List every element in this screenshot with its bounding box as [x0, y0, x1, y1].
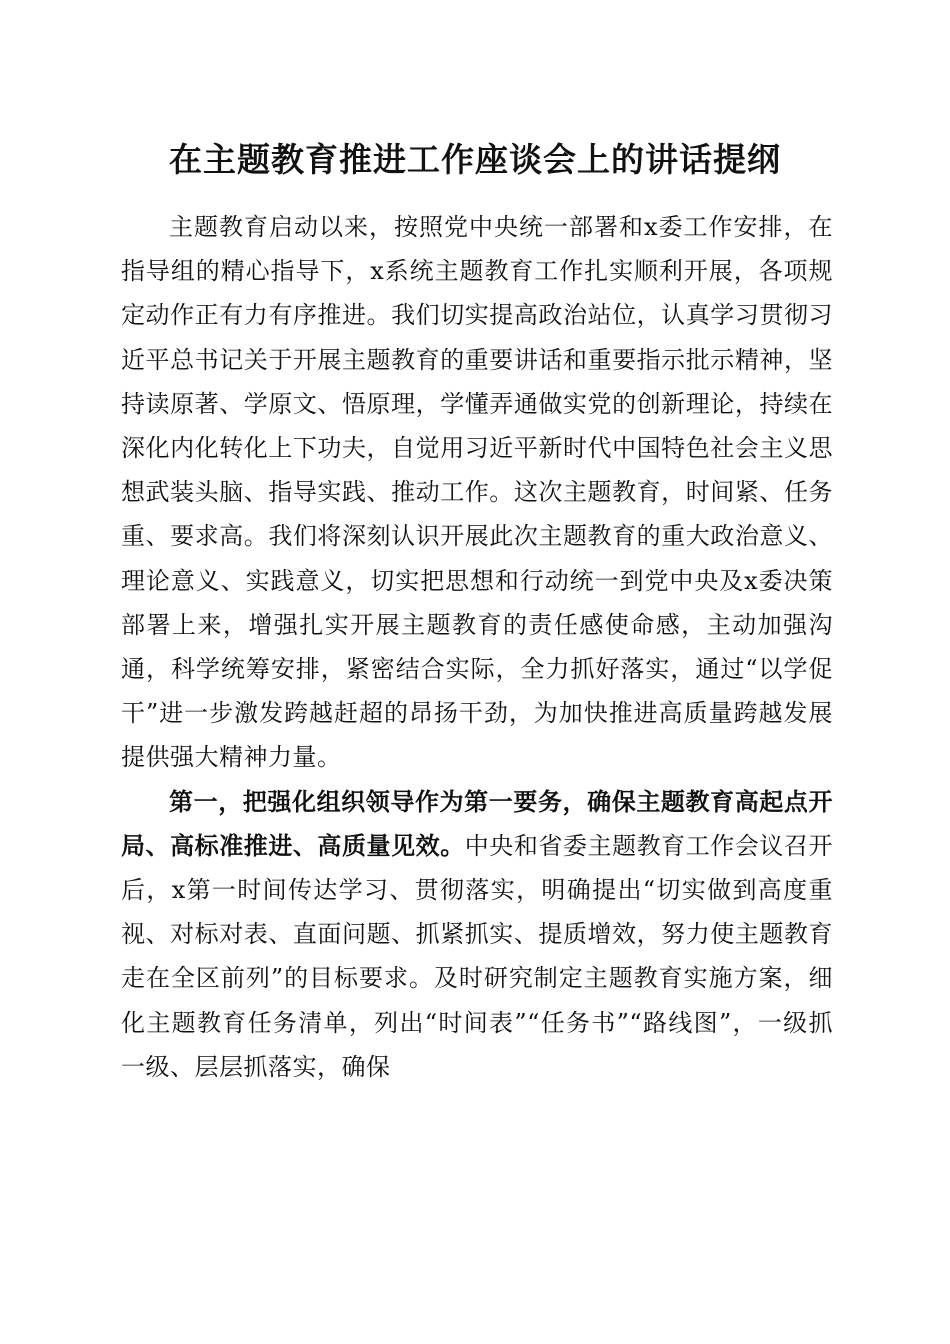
paragraph-first-point-text: 中央和省委主题教育工作会议召开后，x第一时间传达学习、贯彻落实，明确提出“切实做到高度重视、对标对表、直面问题、抓紧抓实、提质增效，努力使主题教育走在全区前列”的目标要求。及时研究制定主题教育实施方案，细化主题教育任务清单，列出“时间表”“任务书”“路线图”，一级抓一级、层层抓落实，确保	[121, 831, 833, 1081]
paragraph-intro	[121, 205, 833, 780]
paragraph-first-point	[121, 780, 833, 1089]
paragraph-intro-text: 主题教育启动以来，按照党中央统一部署和x委工作安排，在指导组的精心指导下，x系统主题教育工作扎实顺利开展，各项规定动作正有力有序推进。我们切实提高政治站位，认真学习贯彻习近平总书记关于开展主题教育的重要讲话和重要指示批示精神，坚持读原著、学原文、悟原理，学懂弄通做实党的创新理论，持续在深化内化转化上下功夫，自觉用习近平新时代中国特色社会主义思想武装头脑、指导实践、推动工作。这次主题教育，时间紧、任务重、要求高。我们将深刻认识开展此次主题教育的重大政治意义、理论意义、实践意义，切实把思想和行动统一到党中央及x委决策部署上来，增强扎实开展主题教育的责任感使命感，主动加强沟通，科学统筹安排，紧密结合实际，全力抓好落实，通过“以学促干”进一步激发跨越赶超的昂扬干劲，为加快推进高质量跨越发展提供强大精神力量。	[121, 213, 833, 772]
document-body	[121, 205, 833, 1089]
paragraph-first-point-heading: 第一，把强化组织领导作为第一要务，确保主题教育高起点开局、高标准推进、高质量见效。	[121, 786, 833, 860]
document-title: 在主题教育推进工作座谈会上的讲话提纲	[169, 140, 781, 179]
